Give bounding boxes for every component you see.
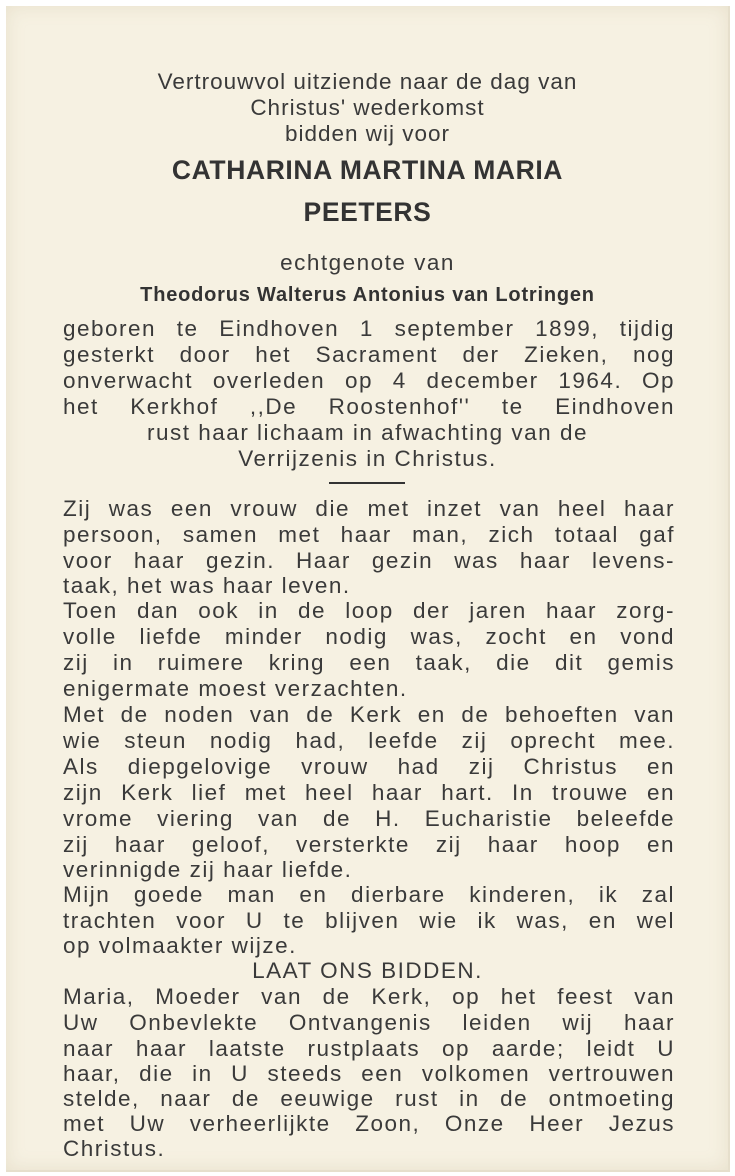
details-line-4: het Kerkhof ,,De Roostenhof'' te Eindhoven xyxy=(63,394,675,419)
details-line-5: rust haar lichaam in afwachting van de xyxy=(147,420,588,445)
tribute-line-10: wie steun nodig had, leefde zij oprecht mee. xyxy=(63,728,675,753)
tribute-line-1: Zij was een vrouw die met inzet van heel haar xyxy=(63,496,675,521)
tribute-line-13: vrome viering van de H. Eucharistie beleefde xyxy=(63,806,675,831)
deceased-name-line-1: CATHARINA MARTINA MARIA xyxy=(171,155,564,185)
prayer-line-2: Uw Onbevlekte Ontvangenis leiden wij haar xyxy=(63,1010,675,1035)
prayer-line-3: naar haar laatste rustplaats op aarde; leidt U xyxy=(63,1036,675,1061)
tribute-line-8: enigermate moest verzachten. xyxy=(63,676,408,701)
tribute-line-15: verinnigde zij haar liefde. xyxy=(63,857,353,882)
tribute-line-4: taak, het was haar leven. xyxy=(63,573,351,598)
prayer-line-6: met Uw verheerlijkte Zoon, Onze Heer Jezus xyxy=(63,1111,675,1136)
prayer-line-4: haar, die in U steeds een volkomen vertrouwen xyxy=(63,1061,675,1086)
details-line-2: gesterkt door het Sacrament der Zieken, nog xyxy=(63,342,675,367)
tribute-line-2: persoon, samen met haar man, zich totaal gaf xyxy=(63,522,675,547)
tribute-line-14: zij haar geloof, versterkte zij haar hoop en xyxy=(63,832,675,857)
tribute-line-16: Mijn goede man en dierbare kinderen, ik zal xyxy=(63,882,675,907)
intro-line-2: Christus' wederkomst xyxy=(250,95,485,120)
details-line-6: Verrijzenis in Christus. xyxy=(238,446,497,471)
prayer-line-1: Maria, Moeder van de Kerk, op het feest van xyxy=(63,984,675,1009)
tribute-line-5: Toen dan ook in de loop der jaren haar zorg- xyxy=(63,598,675,623)
divider xyxy=(329,482,405,484)
details-line-1: geboren te Eindhoven 1 september 1899, tijdig xyxy=(63,316,675,341)
prayer-heading: LAAT ONS BIDDEN. xyxy=(252,958,483,983)
tribute-line-18: op volmaakter wijze. xyxy=(63,933,297,958)
tribute-line-12: zijn Kerk lief met heel haar hart. In trouwe en xyxy=(63,780,675,805)
spouse-name: Theodorus Walterus Antonius van Lotringen xyxy=(140,284,595,306)
tribute-line-17: trachten voor U te blijven wie ik was, en wel xyxy=(63,908,675,933)
tribute-line-9: Met de noden van de Kerk en de behoeften van xyxy=(63,702,675,727)
intro-line-1: Vertrouwvol uitziende naar de dag van xyxy=(157,69,578,94)
tribute-line-7: zij in ruimere kring een taak, die dit gemis xyxy=(63,650,675,675)
details-line-3: onverwacht overleden op 4 december 1964. Op xyxy=(63,368,675,393)
intro-line-3: bidden wij voor xyxy=(284,121,451,146)
tribute-line-6: volle liefde minder nodig was, zocht en vond xyxy=(63,624,675,649)
prayer-line-7: Christus. xyxy=(63,1136,166,1161)
prayer-line-5: stelde, naar de eeuwige rust in de ontmoeting xyxy=(63,1086,675,1111)
tribute-line-11: Als diepgelovige vrouw had zij Christus en xyxy=(63,754,675,779)
tribute-line-3: voor haar gezin. Haar gezin was haar levens- xyxy=(63,548,675,573)
deceased-name-line-2: PEETERS xyxy=(303,197,432,227)
spouse-intro: echtgenote van xyxy=(280,250,455,275)
